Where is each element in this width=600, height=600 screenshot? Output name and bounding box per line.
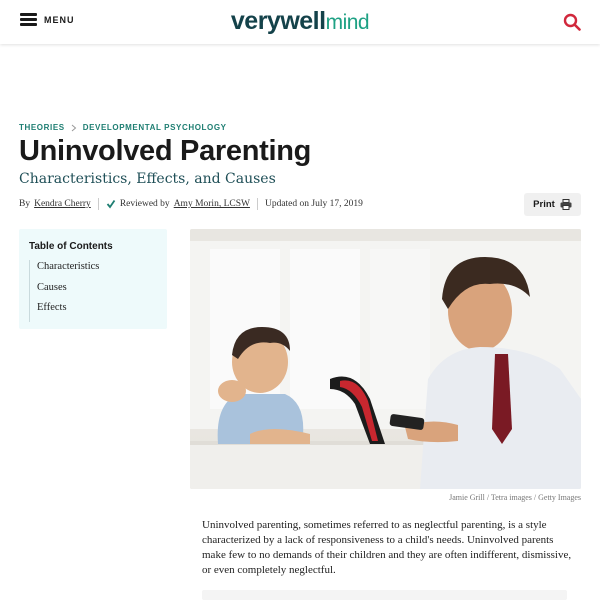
hero-illustration bbox=[190, 229, 581, 489]
site-header bbox=[0, 0, 600, 44]
menu-label: MENU bbox=[44, 14, 75, 25]
author-link[interactable]: Kendra Cherry bbox=[34, 199, 91, 209]
toc-title: Table of Contents bbox=[29, 241, 113, 252]
print-label: Print bbox=[533, 199, 555, 210]
article-intro: Uninvolved parenting, sometimes referred to as neglectful parenting, is a style characterized by a lack of responsiveness to a child's needs. Uninvolved parents make few to no demands of their children and they are often indifferent, dismissive, or even completely neglectful. bbox=[202, 519, 572, 576]
breadcrumb-theories[interactable]: THEORIES bbox=[19, 123, 65, 132]
breadcrumb-developmental-psychology[interactable]: DEVELOPMENTAL PSYCHOLOGY bbox=[82, 123, 227, 132]
byline-divider bbox=[98, 198, 99, 210]
search-icon[interactable] bbox=[563, 13, 581, 31]
toc-item-effects[interactable]: Effects bbox=[37, 302, 67, 313]
print-button[interactable] bbox=[524, 193, 581, 216]
chevron-right-icon bbox=[71, 124, 77, 132]
image-caption: Jamie Grill / Tetra images / Getty Images bbox=[449, 493, 581, 502]
byline-divider bbox=[257, 198, 258, 210]
checkmark-icon bbox=[106, 199, 116, 209]
hero-image bbox=[190, 229, 581, 489]
updated-date: Updated on July 17, 2019 bbox=[264, 199, 363, 209]
page-subtitle: Characteristics, Effects, and Causes bbox=[19, 171, 276, 187]
reviewed-label: Reviewed by bbox=[119, 199, 170, 209]
site-logo[interactable] bbox=[0, 7, 600, 36]
page-title: Uninvolved Parenting bbox=[19, 135, 312, 167]
breadcrumb bbox=[19, 123, 227, 132]
printer-icon bbox=[560, 199, 572, 210]
toc-item-characteristics[interactable]: Characteristics bbox=[37, 261, 100, 272]
next-content-box bbox=[202, 590, 567, 600]
by-label: By bbox=[19, 199, 31, 209]
logo-primary: verywell bbox=[230, 7, 326, 35]
toc-list bbox=[29, 260, 99, 322]
byline bbox=[19, 197, 363, 211]
table-of-contents bbox=[19, 229, 167, 329]
reviewer-link[interactable]: Amy Morin, LCSW bbox=[173, 199, 250, 209]
toc-item-causes[interactable]: Causes bbox=[37, 281, 67, 293]
logo-secondary: mind bbox=[325, 11, 370, 34]
